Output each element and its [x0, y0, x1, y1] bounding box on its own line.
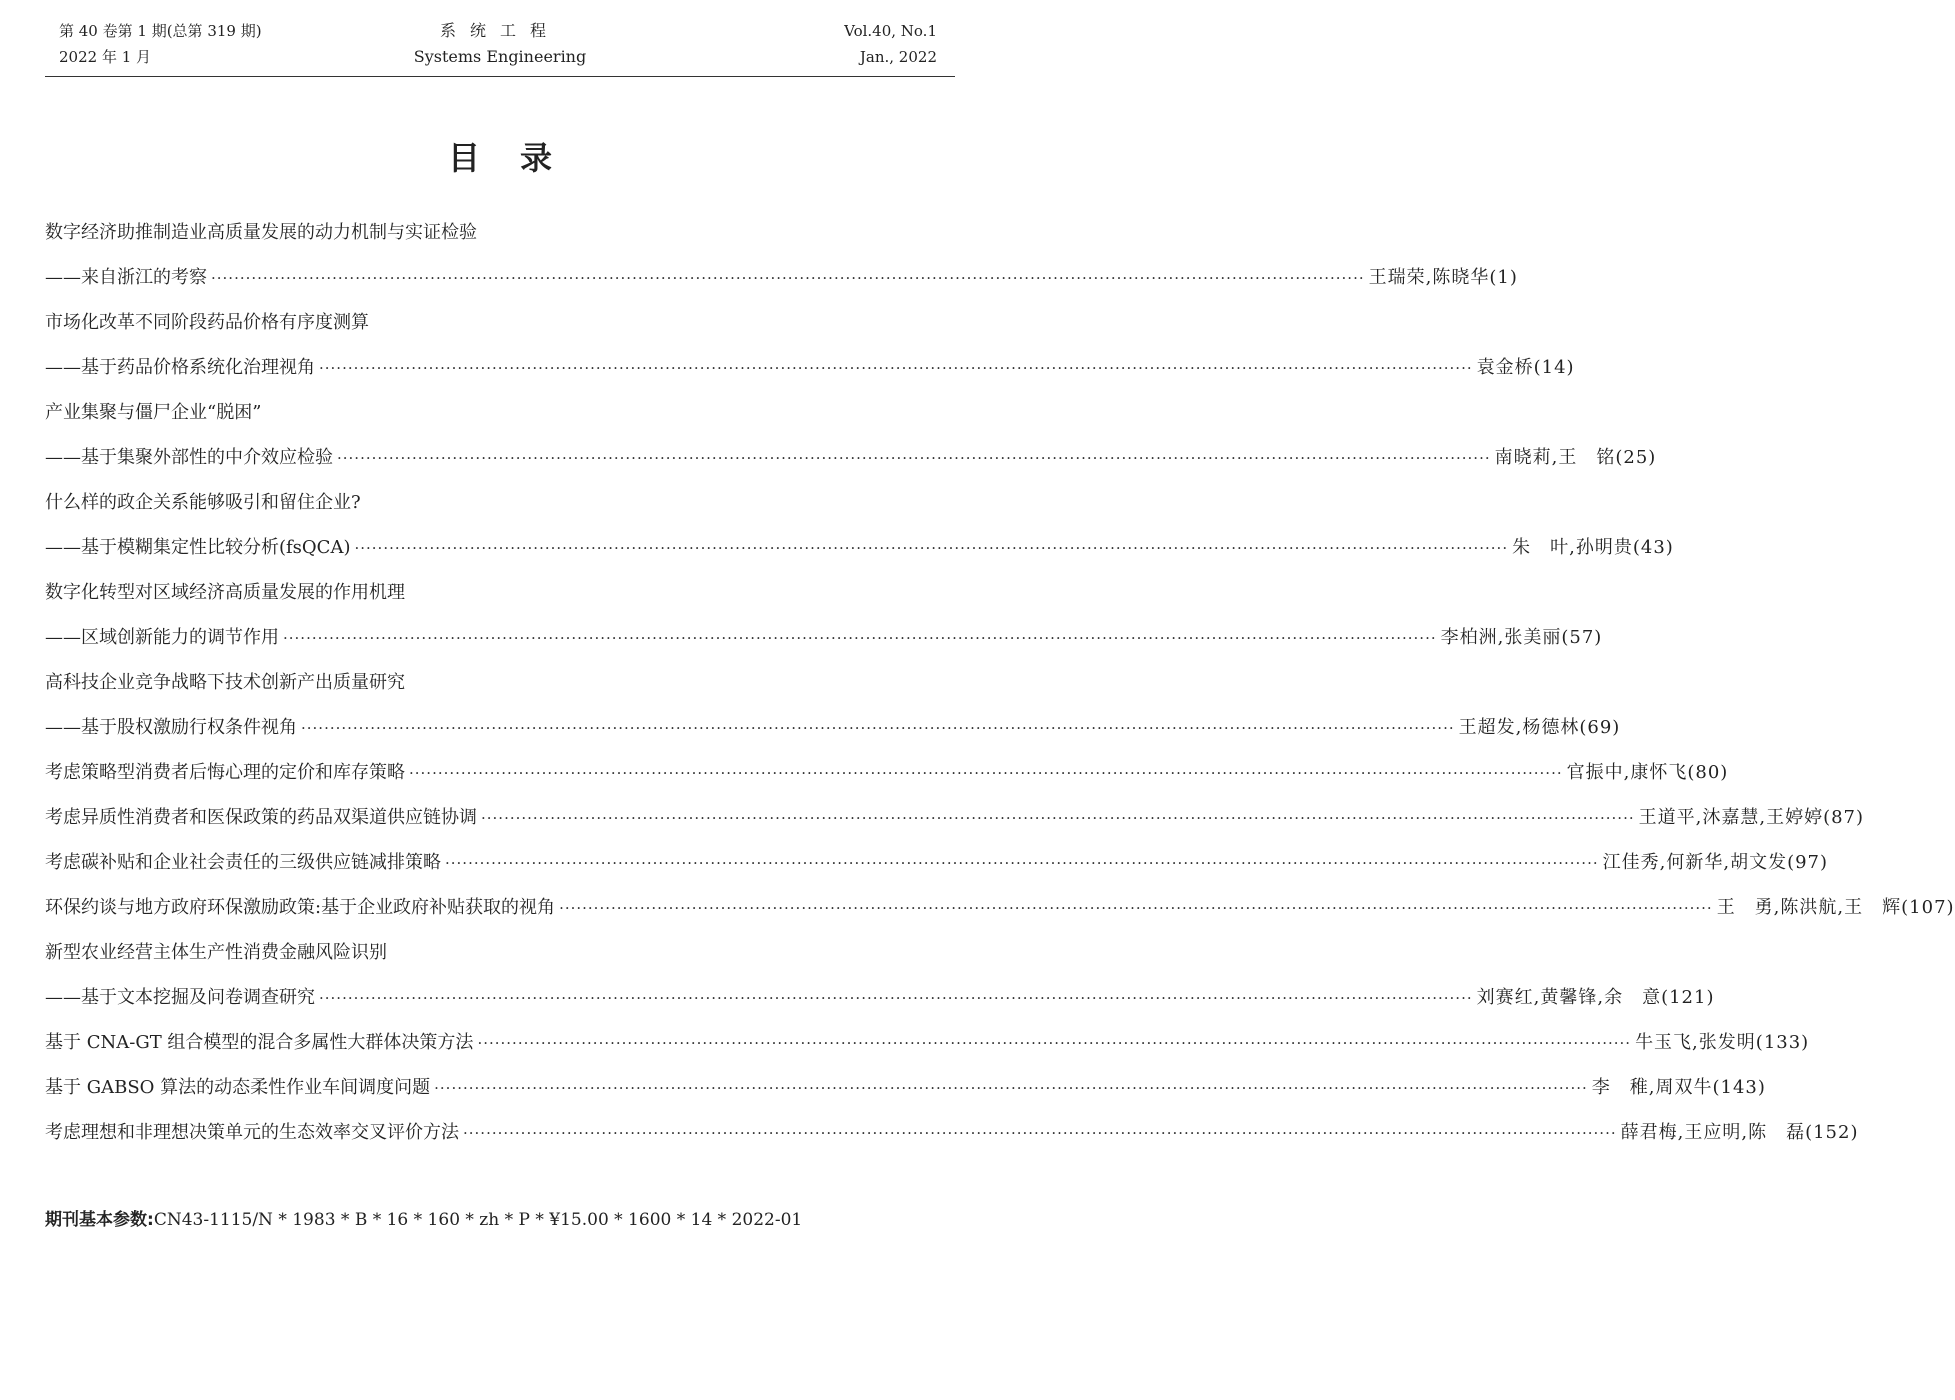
toc-entry[interactable]: [45, 840, 1829, 885]
running-header: [45, 14, 955, 77]
page-number: (80): [1687, 762, 1729, 783]
authors: 牛玉飞,张发明: [1635, 1032, 1756, 1053]
article-subtitle: ——基于股权激励行权条件视角: [45, 717, 297, 738]
authors-and-page: [1459, 705, 1621, 750]
leader-dots: ········································································································································································································: [211, 269, 1365, 287]
article-subtitle: ——区域创新能力的调节作用: [45, 627, 279, 648]
page-number: (97): [1787, 852, 1829, 873]
leader-dots: ········································································································································································································: [337, 449, 1491, 467]
page-number: (69): [1579, 717, 1621, 738]
authors: 袁金桥: [1476, 357, 1534, 378]
leader-dots: ········································································································································································································: [463, 1124, 1617, 1142]
article-subtitle: ——基于集聚外部性的中介效应检验: [45, 447, 333, 468]
authors-and-page: [1369, 255, 1518, 300]
leader-dots: ········································································································································································································: [559, 899, 1713, 917]
leader-dots: ········································································································································································································: [409, 764, 1563, 782]
authors: 李柏洲,张美丽: [1440, 627, 1562, 648]
journal-name-cn: 系统工程: [439, 21, 560, 40]
authors-and-page: [1592, 1065, 1766, 1110]
toc-entry[interactable]: [45, 525, 1674, 570]
leader-dots: ········································································································································································································: [481, 809, 1635, 827]
toc-entry[interactable]: [45, 1065, 1766, 1110]
journal-parameters: [45, 1205, 802, 1230]
toc-entry[interactable]: [45, 345, 1575, 390]
leader-dots: ········································································································································································································: [319, 359, 1473, 377]
volume-number-en: Vol.40, No.1: [844, 22, 937, 40]
article-title: 考虑异质性消费者和医保政策的药品双渠道供应链协调: [45, 807, 477, 828]
authors: 王道平,沐嘉慧,王婷婷: [1638, 807, 1824, 828]
toc-entry[interactable]: [45, 1020, 1810, 1065]
authors-and-page: [1717, 885, 1955, 930]
authors-and-page: [1639, 795, 1864, 840]
article-title: 什么样的政企关系能够吸引和留住企业?: [45, 492, 361, 513]
authors: 官振中,康怀飞: [1566, 762, 1688, 783]
authors-and-page: [1603, 840, 1828, 885]
article-title: 考虑碳补贴和企业社会责任的三级供应链减排策略: [45, 852, 441, 873]
toc-entry[interactable]: [45, 750, 1729, 795]
authors: 王超发,杨德林: [1458, 717, 1580, 738]
volume-issue: 第 40 卷第 1 期(总第 319 期): [59, 22, 262, 40]
toc-entry[interactable]: [45, 705, 1621, 750]
issue-date-cn: 2022 年 1 月: [59, 48, 152, 66]
toc-entry-title: [45, 390, 955, 435]
article-title: 基于 GABSO 算法的动态柔性作业车间调度问题: [45, 1077, 431, 1098]
toc-entry-title: [45, 300, 955, 345]
page-number: (25): [1615, 447, 1657, 468]
page-title: 目录: [447, 139, 592, 177]
article-title: 环保约谈与地方政府环保激励政策:基于企业政府补贴获取的视角: [45, 897, 556, 918]
toc-entry-title: [45, 480, 955, 525]
toc-entry[interactable]: [45, 435, 1657, 480]
article-subtitle: ——基于药品价格系统化治理视角: [45, 357, 315, 378]
leader-dots: ········································································································································································································: [445, 854, 1599, 872]
toc-entry[interactable]: [45, 615, 1603, 660]
authors-and-page: [1512, 525, 1674, 570]
page-number: (57): [1561, 627, 1603, 648]
parameters-value: CN43-1115/N * 1983 * B * 16 * 160 * zh * P * ¥15.00 * 1600 * 14 * 2022-01: [153, 1210, 803, 1230]
authors: 王 勇,陈洪航,王 辉: [1716, 897, 1902, 918]
article-title: 基于 CNA-GT 组合模型的混合多属性大群体决策方法: [45, 1032, 474, 1053]
page-number: (14): [1533, 357, 1575, 378]
toc-entry[interactable]: [45, 885, 1955, 930]
toc-entry-title: [45, 930, 955, 975]
leader-dots: ········································································································································································································: [301, 719, 1455, 737]
authors-and-page: [1495, 435, 1657, 480]
page-number: (133): [1755, 1032, 1810, 1053]
article-title: 高科技企业竞争战略下技术创新产出质量研究: [45, 672, 405, 693]
article-title: 数字化转型对区域经济高质量发展的作用机理: [45, 582, 405, 603]
page-number: (87): [1823, 807, 1865, 828]
authors-and-page: [1567, 750, 1729, 795]
authors-and-page: [1477, 975, 1715, 1020]
journal-name-en: Systems Engineering: [413, 47, 587, 66]
page-number: (143): [1712, 1077, 1766, 1098]
page-number: (107): [1901, 897, 1955, 918]
authors: 江佳秀,何新华,胡文发: [1602, 852, 1788, 873]
article-title: 数字经济助推制造业高质量发展的动力机制与实证检验: [45, 222, 477, 243]
toc-entry-title: [45, 210, 955, 255]
authors-and-page: [1441, 615, 1603, 660]
page-number: (121): [1661, 987, 1715, 1008]
table-of-contents: [45, 210, 1955, 1155]
authors-and-page: [1635, 1020, 1809, 1065]
leader-dots: ········································································································································································································: [434, 1079, 1588, 1097]
issue-date-en: Jan., 2022: [859, 48, 937, 66]
toc-entry[interactable]: [45, 1110, 1859, 1155]
article-title: 考虑策略型消费者后悔心理的定价和库存策略: [45, 762, 405, 783]
toc-entry-title: [45, 660, 955, 705]
authors-and-page: [1621, 1110, 1859, 1155]
article-title: 新型农业经营主体生产性消费金融风险识别: [45, 942, 387, 963]
article-subtitle: ——基于模糊集定性比较分析(fsQCA): [45, 537, 351, 558]
article-title: 产业集聚与僵尸企业“脱困”: [45, 402, 262, 423]
parameters-label: 期刊基本参数:: [45, 1210, 154, 1230]
leader-dots: ········································································································································································································: [354, 539, 1509, 557]
article-title: 考虑理想和非理想决策单元的生态效率交叉评价方法: [45, 1122, 459, 1143]
authors: 朱 叶,孙明贵: [1512, 537, 1633, 558]
authors: 南晓莉,王 铭: [1494, 447, 1616, 468]
article-subtitle: ——来自浙江的考察: [45, 267, 207, 288]
authors: 李 稚,周双牛: [1591, 1077, 1713, 1098]
article-subtitle: ——基于文本挖掘及问卷调查研究: [45, 987, 315, 1008]
leader-dots: ········································································································································································································: [319, 989, 1473, 1007]
leader-dots: ········································································································································································································: [283, 629, 1437, 647]
toc-entry[interactable]: [45, 255, 1518, 300]
page-number: (43): [1632, 537, 1674, 558]
page-number: (152): [1805, 1122, 1859, 1143]
authors-and-page: [1477, 345, 1575, 390]
authors: 薛君梅,王应明,陈 磊: [1620, 1122, 1806, 1143]
leader-dots: ········································································································································································································: [477, 1034, 1632, 1052]
article-title: 市场化改革不同阶段药品价格有序度测算: [45, 312, 369, 333]
page-number: (1): [1489, 267, 1518, 288]
authors: 王瑞荣,陈晓华: [1368, 267, 1490, 288]
toc-entry-title: [45, 570, 955, 615]
toc-entry[interactable]: [45, 975, 1715, 1020]
authors: 刘赛红,黄馨锋,余 意: [1476, 987, 1662, 1008]
toc-entry[interactable]: [45, 795, 1865, 840]
